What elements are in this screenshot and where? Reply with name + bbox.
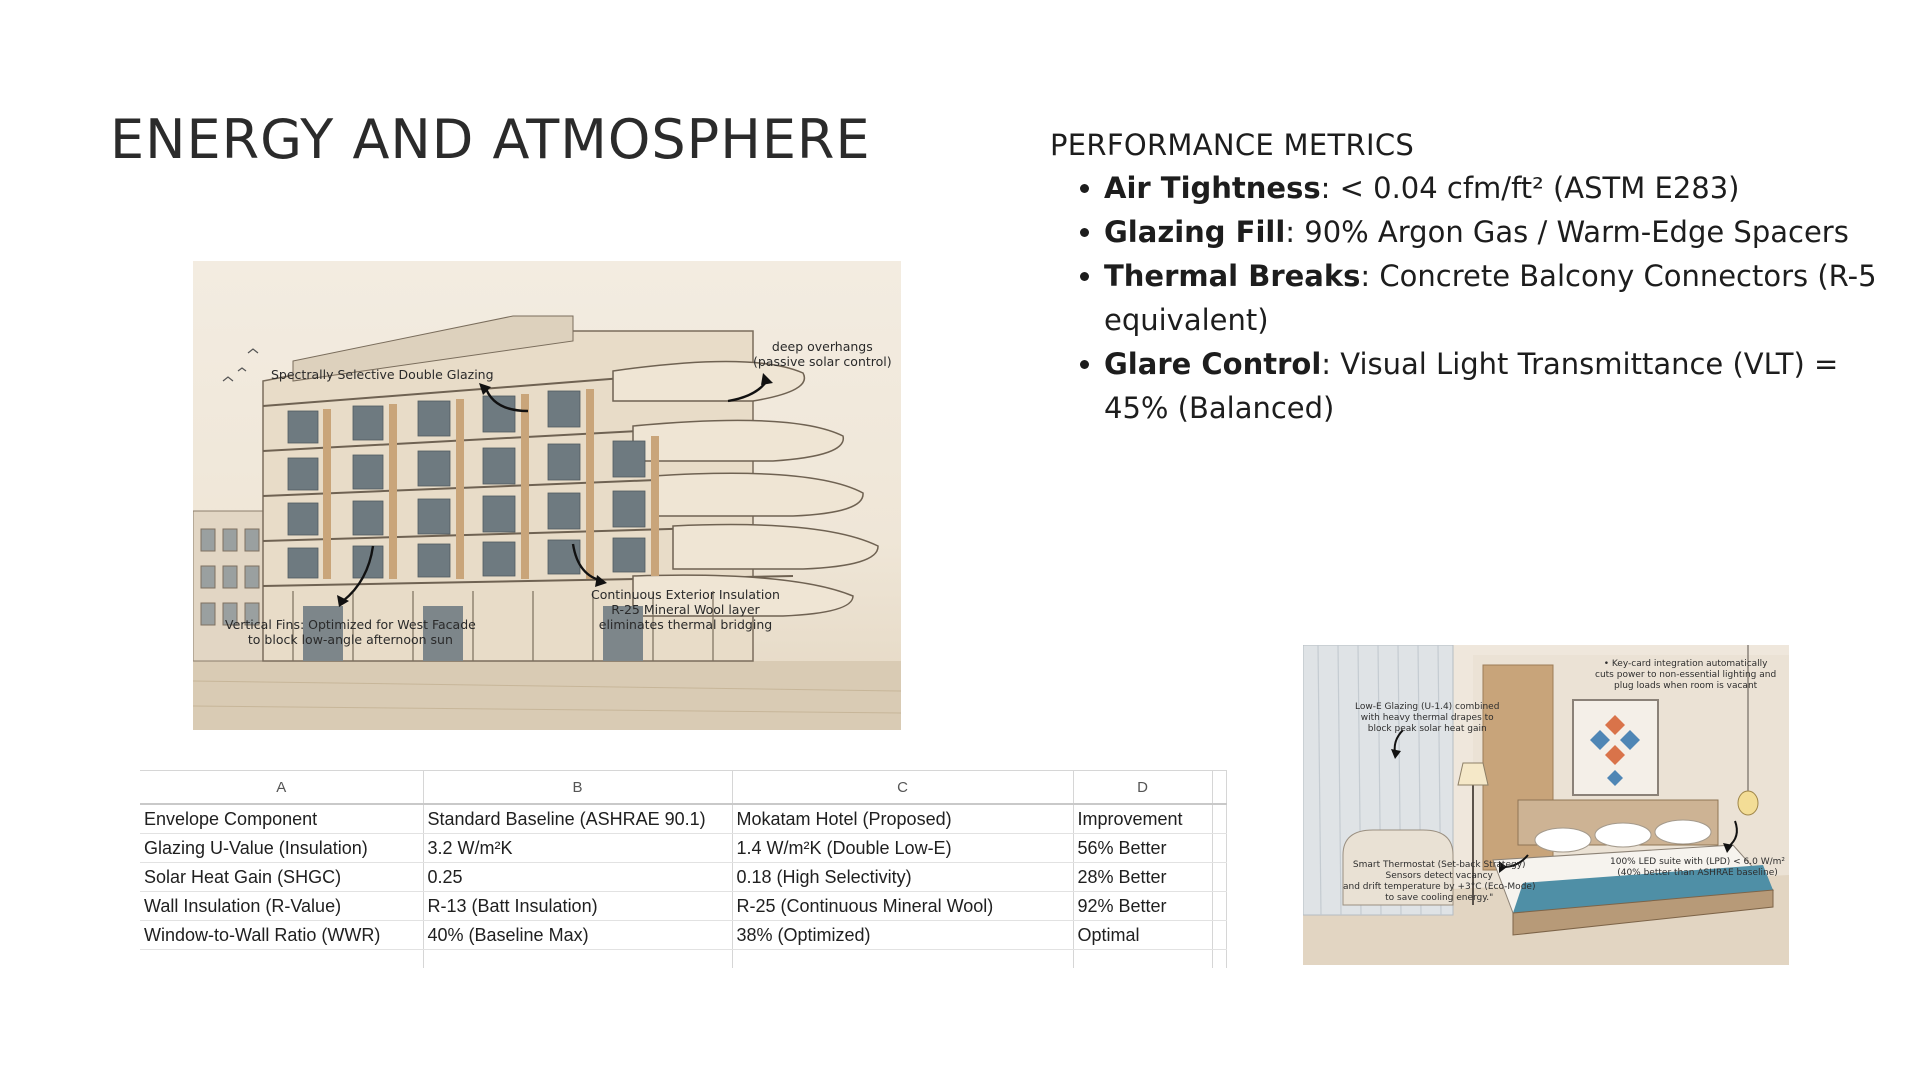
note-lowe-line-1: Low-E Glazing (U-1.4) combined — [1355, 702, 1500, 712]
column-letter[interactable]: C — [732, 771, 1073, 805]
metric-item — [1104, 254, 1900, 342]
note-low-e-glazing — [1355, 702, 1499, 735]
table-cell[interactable]: 56% Better — [1073, 834, 1212, 863]
building-sketch-image — [193, 261, 901, 730]
table-row — [140, 892, 1226, 921]
table-spacer-cell — [1212, 804, 1226, 834]
table-row — [140, 863, 1226, 892]
column-letter[interactable]: A — [140, 771, 423, 805]
column-letter[interactable]: B — [423, 771, 732, 805]
metric-item — [1104, 342, 1900, 430]
table-empty-cell[interactable] — [1073, 950, 1212, 969]
table-row — [140, 921, 1226, 950]
note-keycard-line-1: • Key-card integration automatically — [1603, 659, 1768, 669]
room-illustration — [1303, 645, 1789, 965]
table-empty-row — [140, 950, 1226, 969]
table-empty-cell[interactable] — [732, 950, 1073, 969]
metric-text: : < 0.04 cfm/ft² (ASTM E283) — [1320, 171, 1740, 205]
table-empty-cell[interactable] — [140, 950, 423, 969]
table-cell[interactable]: R-25 (Continuous Mineral Wool) — [732, 892, 1073, 921]
table-row — [140, 834, 1226, 863]
table-header-row — [140, 804, 1226, 834]
table-cell[interactable]: 92% Better — [1073, 892, 1212, 921]
metric-text: : Visual Light Transmittance (VLT) = 45% (Balanced) — [1104, 347, 1839, 425]
callout-insulation-line-2: R-25 Mineral Wool layer — [611, 602, 760, 617]
note-keycard — [1595, 659, 1776, 692]
table-cell[interactable]: 40% (Baseline Max) — [423, 921, 732, 950]
metric-term: Air Tightness — [1104, 171, 1321, 205]
table-header-cell[interactable]: Standard Baseline (ASHRAE 90.1) — [423, 804, 732, 834]
callout-insulation-line-1: Continuous Exterior Insulation — [591, 587, 780, 602]
column-letter-spacer — [1212, 771, 1226, 805]
note-keycard-line-3: plug loads when room is vacant — [1614, 681, 1758, 691]
note-thermo-line-2: Sensors detect vacancy — [1385, 871, 1493, 881]
performance-metrics — [1050, 128, 1900, 430]
metrics-heading: PERFORMANCE METRICS — [1050, 128, 1415, 162]
note-thermo-line-4: to save cooling energy." — [1385, 893, 1494, 903]
table-spacer-cell — [1212, 921, 1226, 950]
callout-glazing: Spectrally Selective Double Glazing — [271, 367, 494, 382]
table-cell[interactable]: R-13 (Batt Insulation) — [423, 892, 732, 921]
envelope-comparison-table — [140, 770, 1226, 968]
metric-text: : Concrete Balcony Connectors (R-5 equivalent) — [1104, 259, 1877, 337]
callout-overhangs-line-1: deep overhangs — [771, 339, 873, 354]
table-cell[interactable]: 0.25 — [423, 863, 732, 892]
note-lowe-line-2: with heavy thermal drapes to — [1360, 713, 1494, 723]
callout-fins-line-1: Vertical Fins: Optimized for West Facade — [225, 617, 476, 632]
table-empty-cell[interactable] — [423, 950, 732, 969]
table-cell[interactable]: Glazing U-Value (Insulation) — [140, 834, 423, 863]
table-cell[interactable]: 38% (Optimized) — [732, 921, 1073, 950]
metrics-list — [1050, 166, 1900, 430]
table-cell[interactable]: 28% Better — [1073, 863, 1212, 892]
metric-term: Glazing Fill — [1104, 215, 1286, 249]
table-header-cell[interactable]: Mokatam Hotel (Proposed) — [732, 804, 1073, 834]
callout-fins-line-2: to block low-angle afternoon sun — [247, 632, 453, 647]
column-letter[interactable]: D — [1073, 771, 1212, 805]
building-illustration — [193, 261, 901, 730]
note-smart-thermostat — [1343, 860, 1535, 904]
callout-insulation — [591, 587, 780, 632]
metric-term: Glare Control — [1104, 347, 1322, 381]
callout-vertical-fins — [225, 617, 476, 647]
callout-insulation-line-3: eliminates thermal bridging — [598, 617, 773, 632]
callout-overhangs — [753, 339, 892, 369]
note-lowe-line-3: block peak solar heat gain — [1367, 724, 1487, 734]
table-cell[interactable]: Optimal — [1073, 921, 1212, 950]
table-cell[interactable]: 0.18 (High Selectivity) — [732, 863, 1073, 892]
note-led-lighting — [1610, 857, 1785, 879]
table-spacer-cell — [1212, 834, 1226, 863]
metric-item — [1104, 210, 1900, 254]
table-spacer-cell — [1212, 950, 1226, 969]
page-title: ENERGY AND ATMOSPHERE — [110, 108, 871, 171]
table-cell[interactable]: Solar Heat Gain (SHGC) — [140, 863, 423, 892]
table-cell[interactable]: 1.4 W/m²K (Double Low-E) — [732, 834, 1073, 863]
metric-text: : 90% Argon Gas / Warm-Edge Spacers — [1285, 215, 1849, 249]
note-thermo-line-1: Smart Thermostat (Set-back Strategy) — [1352, 860, 1526, 870]
note-led-line-2: (40% better than ASHRAE baseline) — [1617, 868, 1778, 878]
table-spacer-cell — [1212, 863, 1226, 892]
metric-term: Thermal Breaks — [1104, 259, 1361, 293]
metric-item — [1104, 166, 1900, 210]
table-cell[interactable]: 3.2 W/m²K — [423, 834, 732, 863]
table-header-cell[interactable]: Envelope Component — [140, 804, 423, 834]
table-header-cell[interactable]: Improvement — [1073, 804, 1212, 834]
table-cell[interactable]: Wall Insulation (R-Value) — [140, 892, 423, 921]
note-thermo-line-3: and drift temperature by +3°C (Eco-Mode) — [1343, 882, 1536, 892]
note-led-line-1: 100% LED suite with (LPD) < 6.0 W/m² — [1610, 857, 1785, 867]
column-letter-row — [140, 771, 1226, 805]
callout-overhangs-line-2: (passive solar control) — [753, 354, 892, 369]
hotel-room-sketch-image — [1303, 645, 1789, 965]
table-cell[interactable]: Window-to-Wall Ratio (WWR) — [140, 921, 423, 950]
table-spacer-cell — [1212, 892, 1226, 921]
note-keycard-line-2: cuts power to non-essential lighting and — [1595, 670, 1777, 680]
